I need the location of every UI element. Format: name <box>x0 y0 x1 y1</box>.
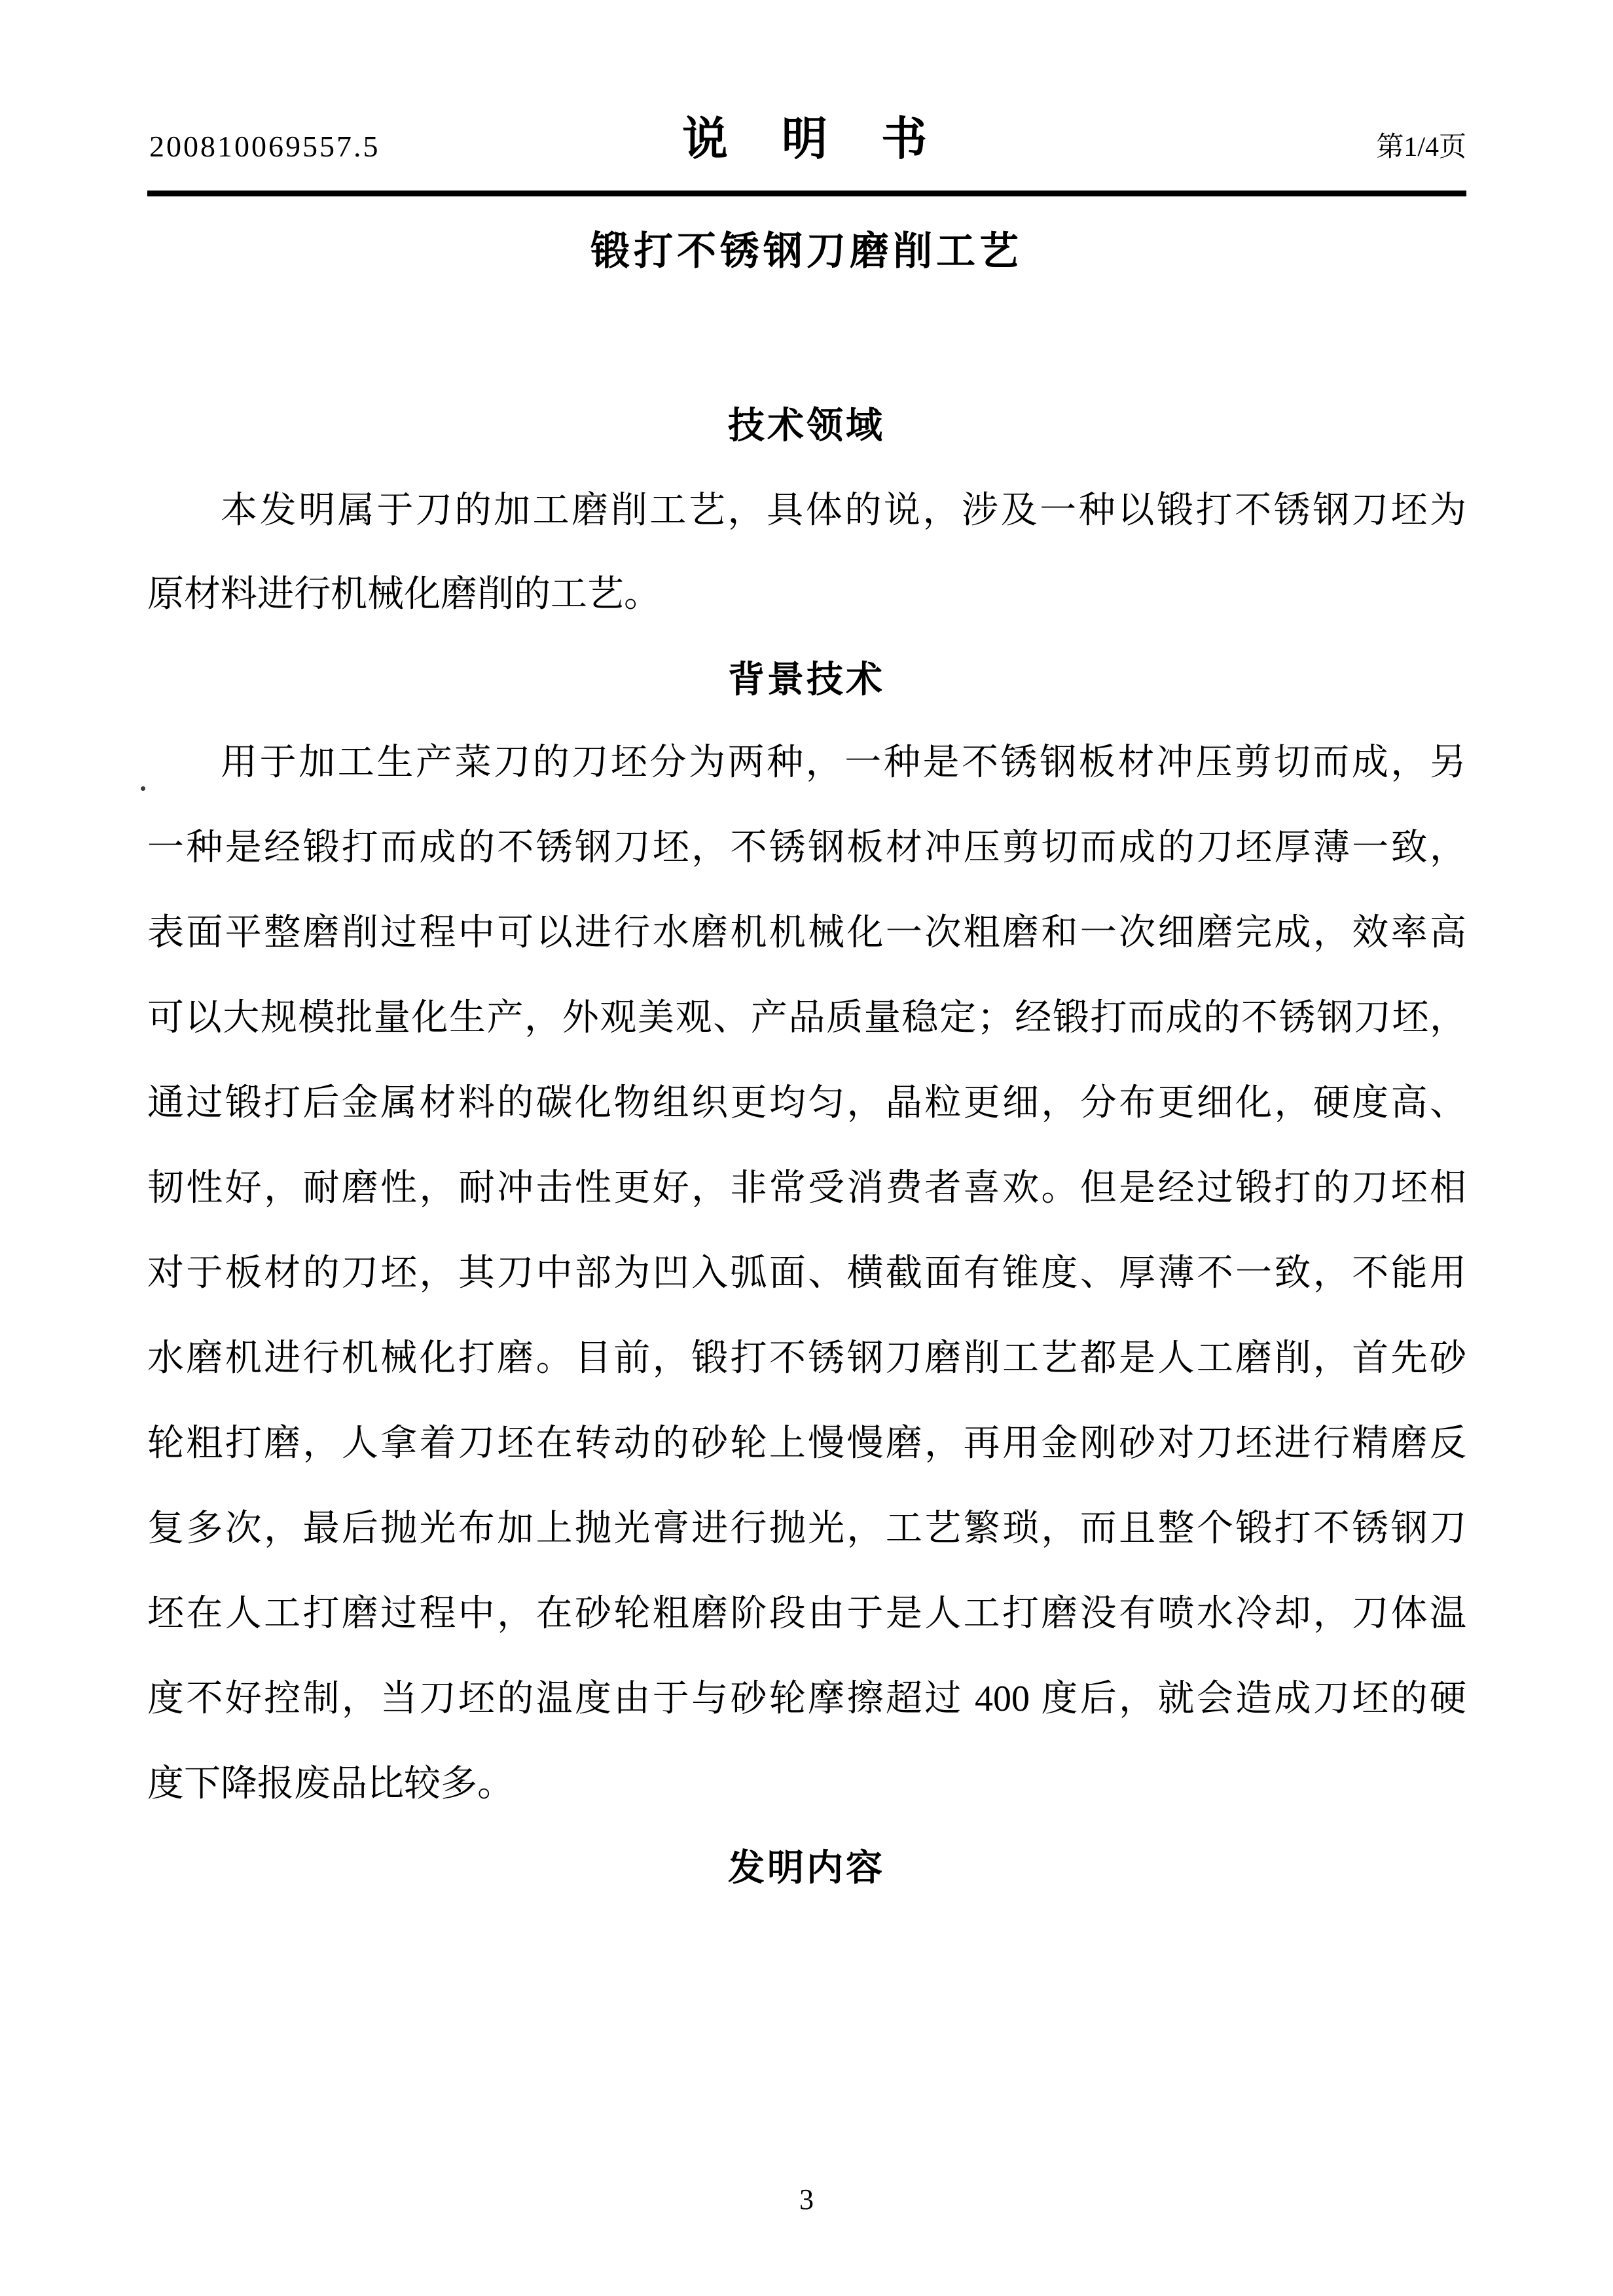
paragraph-line: 一种是经锻打而成的不锈钢刀坯，不锈钢板材冲压剪切而成的刀坯厚薄一致， <box>147 828 1466 868</box>
paragraph-line: 表面平整磨削过程中可以进行水磨机机械化一次粗磨和一次细磨完成，效率高 <box>147 913 1466 953</box>
paragraph-line: 本发明属于刀的加工磨削工艺，具体的说，涉及一种以锻打不锈钢刀坯为 <box>221 490 1466 531</box>
section-heading-background-art: 背景技术 <box>728 659 885 700</box>
paragraph-line: 度不好控制，当刀坯的温度由于与砂轮摩擦超过 400 度后，就会造成刀坯的硬 <box>147 1679 1466 1719</box>
paragraph-line: 对于板材的刀坯，其刀中部为凹入弧面、横截面有锥度、厚薄不一致，不能用 <box>147 1253 1466 1294</box>
paragraph-line: 轮粗打磨，人拿着刀坯在转动的砂轮上慢慢磨，再用金刚砂对刀坯进行精磨反 <box>147 1423 1466 1464</box>
page-indicator: 第1/4页 <box>1376 132 1466 162</box>
paragraph-line: 韧性好，耐磨性，耐冲击性更好，非常受消费者喜欢。但是经过锻打的刀坯相 <box>147 1168 1466 1209</box>
paragraph-line: 原材料进行机械化磨削的工艺。 <box>147 574 661 615</box>
paragraph-technical-field <box>147 469 1466 636</box>
header-divider-rule <box>147 191 1466 196</box>
application-number: 200810069557.5 <box>149 130 380 163</box>
section-heading-summary-of-invention: 发明内容 <box>728 1847 885 1888</box>
paragraph-line: 度下降报废品比较多。 <box>147 1764 514 1804</box>
paragraph-line: 可以大规模批量化生产，外观美观、产品质量稳定；经锻打而成的不锈钢刀坯， <box>147 998 1466 1038</box>
paragraph-line: 用于加工生产菜刀的刀坯分为两种，一种是不锈钢板材冲压剪切而成，另 <box>221 742 1466 783</box>
scan-artifact-speck <box>141 786 145 791</box>
footer-page-number: 3 <box>799 2183 814 2215</box>
paragraph-line: 通过锻打后金属材料的碳化物组织更均匀，晶粒更细，分布更细化，硬度高、 <box>147 1083 1466 1123</box>
invention-title: 锻打不锈钢刀磨削工艺 <box>590 230 1023 273</box>
paragraph-line: 水磨机进行机械化打磨。目前，锻打不锈钢刀磨削工艺都是人工磨削，首先砂 <box>147 1338 1466 1379</box>
document-type-title: 说 明 书 <box>682 113 931 164</box>
paragraph-background-art <box>147 720 1466 1827</box>
section-heading-technical-field: 技术领域 <box>728 405 885 446</box>
paragraph-line: 复多次，最后抛光布加上抛光膏进行抛光，工艺繁琐，而且整个锻打不锈钢刀 <box>147 1508 1466 1549</box>
paragraph-line: 坯在人工打磨过程中，在砂轮粗磨阶段由于是人工打磨没有喷水冷却，刀体温 <box>147 1594 1466 1634</box>
